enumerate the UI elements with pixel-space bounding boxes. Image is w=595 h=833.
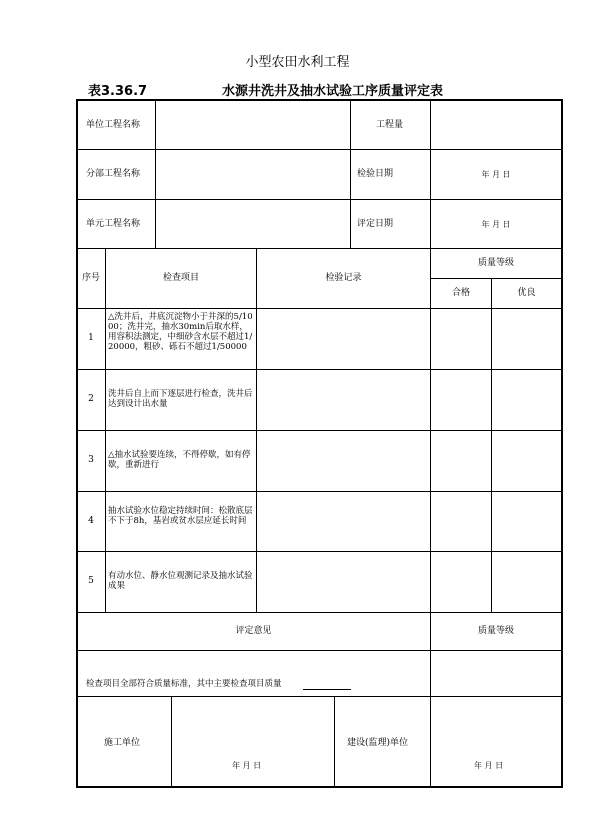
unit-project-label: 单位工程名称: [86, 120, 141, 130]
supervisor-date[interactable]: 年 月 日: [474, 761, 504, 770]
quantity-label: 工程量: [376, 120, 404, 130]
quantity-field[interactable]: [431, 100, 561, 149]
vline: [430, 696, 431, 787]
vline: [334, 696, 335, 787]
hline: [77, 612, 562, 613]
item-no: 1: [88, 333, 94, 343]
eval-date-label: 评定日期: [357, 219, 394, 229]
item-no: 3: [88, 455, 94, 465]
vline: [491, 278, 492, 612]
eval-date-value[interactable]: 年 月 日: [481, 220, 511, 229]
col-item-header: 检查项目: [162, 273, 199, 283]
border-bottom: [76, 786, 563, 788]
col-excellent-header: 优良: [517, 288, 536, 298]
item-record-field[interactable]: [257, 552, 430, 612]
col-pass-header: 合格: [451, 288, 470, 298]
item-record-field[interactable]: [257, 431, 430, 491]
col-record-header: 检验记录: [325, 273, 362, 283]
opinion-label: 评定意见: [235, 626, 272, 636]
project-title: 小型农田水利工程: [245, 55, 350, 70]
vline: [171, 696, 172, 787]
grade-label: 质量等级: [477, 626, 514, 636]
vline: [105, 248, 106, 612]
final-grade-field[interactable]: [431, 651, 561, 696]
unit-project-field[interactable]: [156, 100, 350, 149]
element-label: 单元工程名称: [86, 219, 141, 229]
item-no: 4: [88, 516, 94, 526]
evaluation-statement: 检查项目全部符合质量标准，其中主要检查项目质量: [86, 679, 282, 689]
table-number: 表3.36.7: [88, 84, 148, 99]
item-record-field[interactable]: [257, 370, 430, 430]
item-record-field[interactable]: [257, 309, 430, 369]
supervisor-label: 建设(监理)单位: [347, 738, 409, 748]
item-text: 抽水试验水位稳定持续时间：松散底层不下于8h，基岩或贫水层应延长时间: [108, 506, 253, 526]
table-title: 水源井洗井及抽水试验工序质量评定表: [222, 84, 444, 99]
item-no: 2: [88, 394, 94, 404]
border-right: [561, 99, 563, 788]
col-no-header: 序号: [81, 273, 100, 283]
item-text: 洗井后自上而下逐层进行检查，洗井后达到设计出水量: [108, 389, 253, 409]
inspect-date-label: 检验日期: [357, 169, 394, 179]
vline: [350, 100, 351, 248]
item-text: △洗井后，井底沉淀物小于井深的5/1000；洗井完，抽水30min后取水样，用容积法测定，中细砂含水层不超过1/20000，粗砂、砾石不超过1/50000: [108, 312, 253, 352]
item-text: 有动水位、静水位观测记录及抽水试验成果: [108, 571, 253, 591]
builder-date[interactable]: 年 月 日: [232, 761, 262, 770]
hline: [77, 696, 562, 697]
item-no: 5: [88, 576, 94, 586]
division-field[interactable]: [156, 150, 350, 199]
item-record-field[interactable]: [257, 492, 430, 551]
builder-label: 施工单位: [104, 738, 141, 748]
border-left: [76, 99, 78, 788]
element-field[interactable]: [156, 200, 350, 248]
inspect-date-value[interactable]: 年 月 日: [481, 170, 511, 179]
statement-blank-line[interactable]: [303, 689, 351, 690]
hline: [430, 278, 562, 279]
item-text: △抽水试验要连续，不得停歇，如有停歇，重新进行: [108, 450, 251, 470]
division-label: 分部工程名称: [86, 169, 141, 179]
hline: [77, 248, 562, 249]
col-grade-header: 质量等级: [477, 258, 514, 268]
vline: [430, 248, 431, 612]
